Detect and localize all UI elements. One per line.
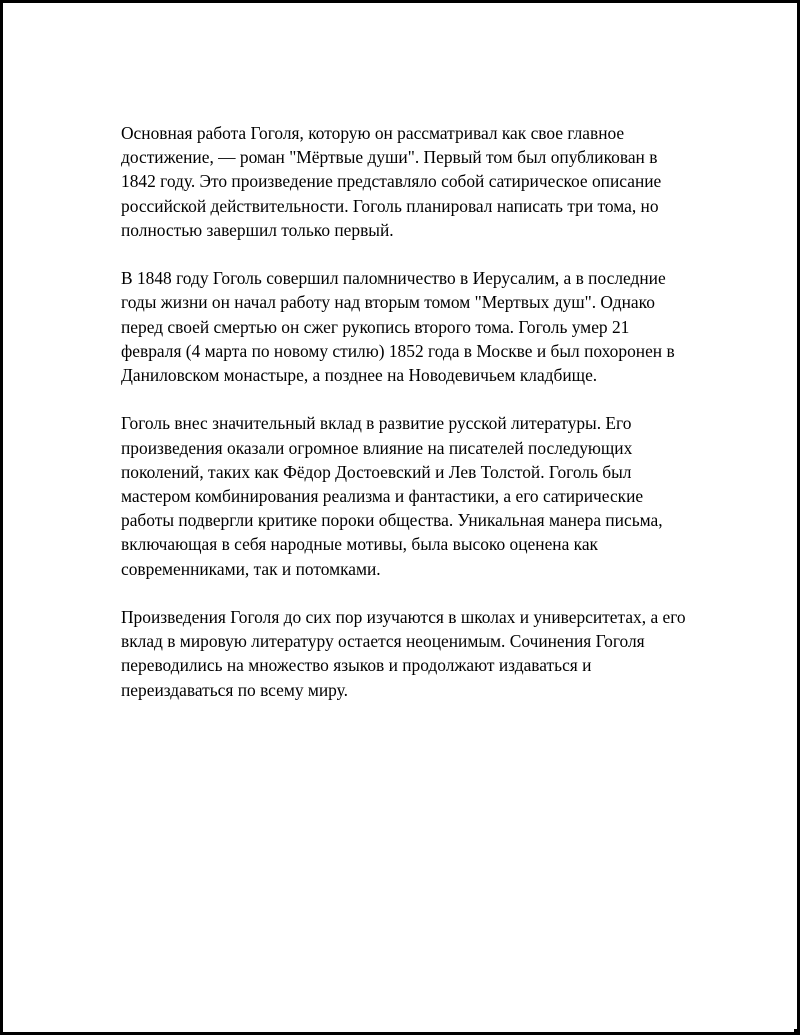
paragraph-2: В 1848 году Гоголь совершил паломничество в Иерусалим, а в последние годы жизни он начал работу над вторым томом "Мертвых душ". Однако перед своей смертью он сжег рукопись второго тома. Гоголь умер 21 февраля (4 марта по новому стилю) 1852 года в Москве и был похоронен в Даниловском монастыре, а позднее на Новодевичьем кладбище. [121, 268, 675, 386]
paragraph-4: Произведения Гоголя до сих пор изучаются в школах и университетах, а его вклад в мировую литературу остается неоценимым. Сочинения Гоголя переводились на множество языков и продолжают издаваться и переиздаваться по всему миру. [121, 607, 686, 700]
document-body [121, 121, 689, 726]
paragraph-1: Основная работа Гоголя, которую он рассматривал как свое главное достижение, — роман "Мёртвые души". Первый том был опубликован в 1842 году. Это произведение представляло собой сатирическое описание российской действительности. Гоголь планировал написать три тома, но полностью завершил только первый. [121, 123, 662, 240]
paragraph-3: Гоголь внес значительный вклад в развитие русской литературы. Его произведения оказали огромное влияние на писателей последующих поколений, таких как Фёдор Достоевский и Лев Толстой. Гоголь был мастером комбинирования реализма и фантастики, а его сатирические работы подвергли критике пороки общества. Уникальная манера письма, включающая в себя народные мотивы, была высоко оценена как современниками, так и потомками. [121, 413, 663, 579]
